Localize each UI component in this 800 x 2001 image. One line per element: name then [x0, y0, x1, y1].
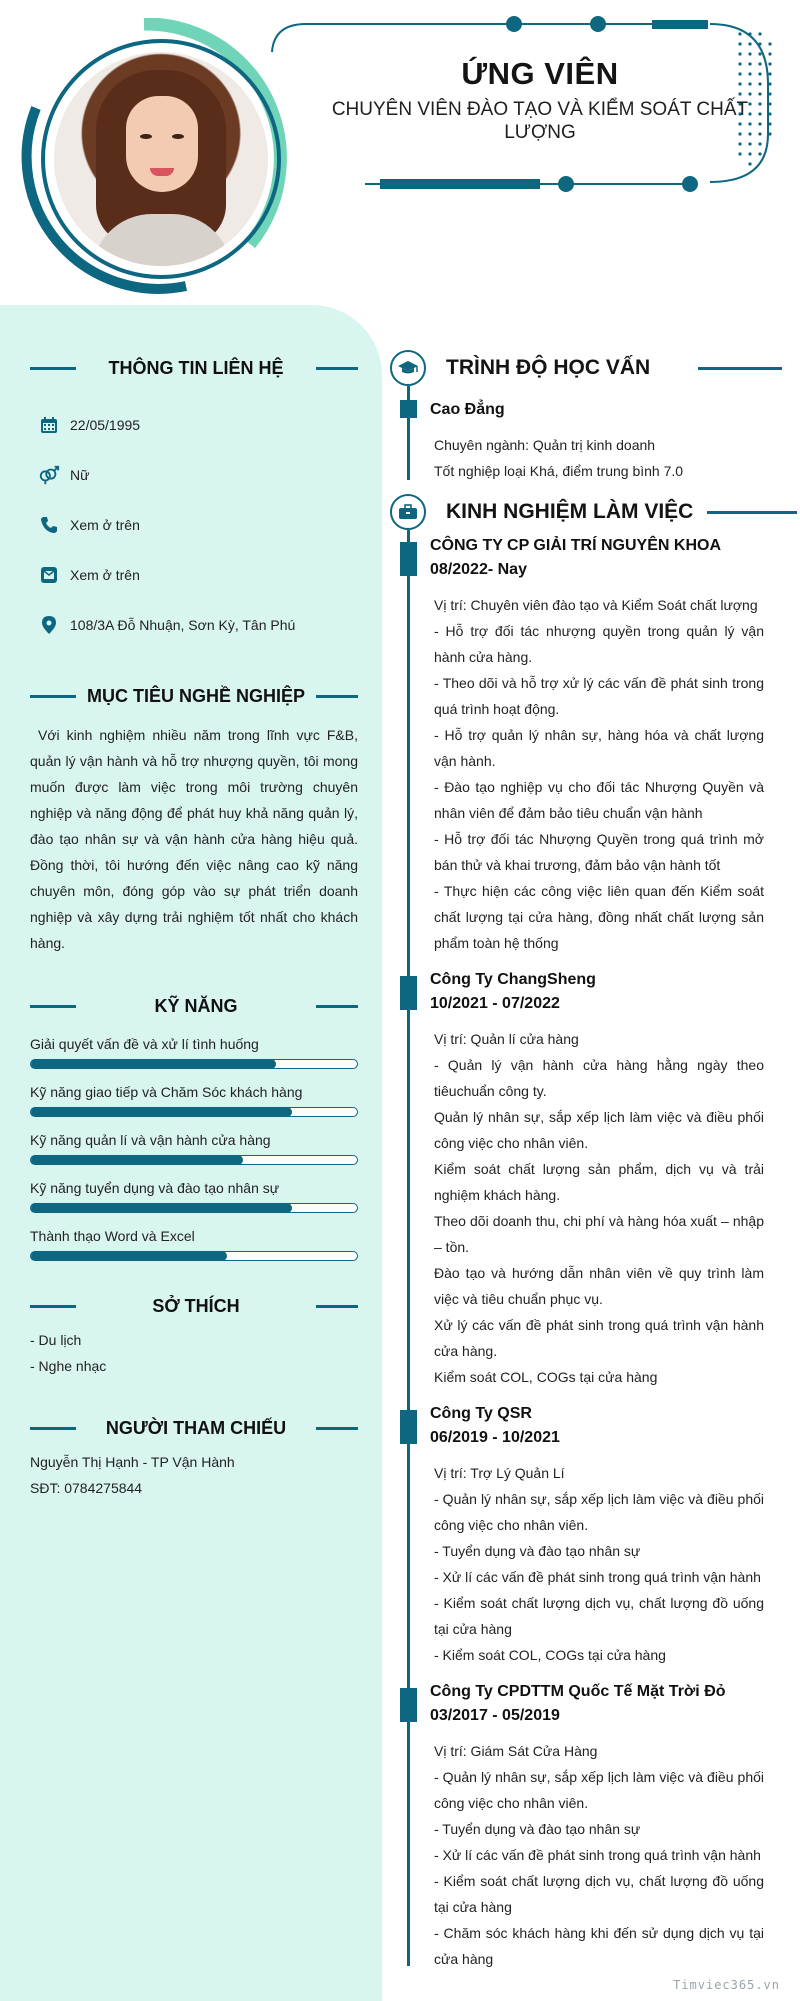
education-line: Tốt nghiệp loại Khá, điểm trung bình 7.0 [434, 463, 684, 479]
skill-bar [30, 1203, 358, 1213]
job-period: 08/2022- Nay [430, 561, 527, 578]
job-line: - Xử lí các vấn đề phát sinh trong quá trình vận hành [434, 1847, 761, 1863]
experience-title: KINH NGHIỆM LÀM VIỆC [446, 500, 694, 523]
job-details [434, 592, 764, 956]
job-line: - Tuyển dụng và đào tạo nhân sự [434, 1821, 641, 1837]
job-line: - Đào tạo nghiệp vụ cho đối tác Nhượng Quyền và nhân viên để đảm bảo tiêu chuẩn vận hành [434, 779, 764, 821]
objective-section-heading [30, 686, 358, 707]
experience-timeline-line [407, 530, 410, 1966]
job-marker [400, 1410, 417, 1444]
skill-bar-fill [31, 1107, 292, 1117]
gender-value: Nữ [70, 467, 90, 483]
reference-title: NGƯỜI THAM CHIẾU [105, 1418, 287, 1438]
skill-bar-fill [31, 1203, 292, 1213]
job-line: Quản lý nhân sự, sắp xếp lịch làm việc và điều phối công việc cho nhân viên. [434, 1109, 764, 1151]
job-line: Đào tạo và hướng dẫn nhân viên về quy trình làm việc và tiêu chuẩn phục vụ. [434, 1265, 764, 1307]
job-line: - Quản lý vận hành cửa hàng hằng ngày theo tiêuchuẩn công ty. [434, 1057, 764, 1099]
reference-name: Nguyễn Thị Hạnh - TP Vận Hành [30, 1454, 235, 1470]
hobby-item: - Du lịch [30, 1332, 82, 1348]
job-company: Công Ty ChangSheng [430, 971, 596, 988]
reference-phone: SĐT: 0784275844 [30, 1480, 143, 1496]
skill-label: Kỹ năng quản lí và vận hành cửa hàng [30, 1132, 271, 1148]
candidate-role: CHUYÊN VIÊN ĐÀO TẠO VÀ KIỂM SOÁT CHẤT LƯỢNG [331, 99, 749, 143]
graduation-cap-icon [390, 350, 426, 386]
job-marker [400, 542, 417, 576]
job-heading [430, 534, 770, 582]
birthday-value: 22/05/1995 [70, 417, 141, 433]
education-details [434, 432, 764, 484]
job-details [434, 1738, 764, 1972]
job-line: - Xử lí các vấn đề phát sinh trong quá trình vận hành [434, 1569, 761, 1585]
job-line: - Quản lý nhân sự, sắp xếp lịch làm việc và điều phối công việc cho nhân viên. [434, 1491, 764, 1533]
skill-bar [30, 1155, 358, 1165]
job-heading [430, 1680, 770, 1728]
skill-bar-fill [31, 1251, 227, 1261]
job-line: - Tuyển dụng và đào tạo nhân sự [434, 1543, 641, 1559]
contact-phone-row [38, 514, 140, 536]
contact-title: THÔNG TIN LIÊN HỆ [108, 358, 284, 378]
header-title-block [330, 56, 750, 144]
job-period: 06/2019 - 10/2021 [430, 1429, 560, 1446]
job-details [434, 1460, 764, 1668]
skill-bar-fill [31, 1155, 243, 1165]
job-details [434, 1026, 764, 1390]
hobby-item: - Nghe nhạc [30, 1358, 107, 1374]
site-watermark: Timviec365.vn [673, 1978, 780, 1992]
job-period: 10/2021 - 07/2022 [430, 995, 560, 1012]
job-line: - Kiểm soát COL, COGs tại cửa hàng [434, 1647, 666, 1663]
job-line: Xử lý các vấn đề phát sinh trong quá trình vận hành cửa hàng. [434, 1317, 764, 1359]
skill-bar-fill [31, 1059, 276, 1069]
skills-title: KỸ NĂNG [154, 996, 238, 1016]
email-value: Xem ở trên [70, 567, 140, 583]
hobbies-title: SỞ THÍCH [152, 1296, 240, 1316]
job-heading [430, 1402, 770, 1450]
job-line: Vị trí: Giám Sát Cửa Hàng [434, 1743, 598, 1759]
job-line: Vị trí: Quản lí cửa hàng [434, 1031, 579, 1047]
candidate-name: ỨNG VIÊN [461, 56, 619, 91]
job-line: - Theo dõi và hỗ trợ xử lý các vấn đề phát sinh trong quá trình hoạt động. [434, 675, 764, 717]
address-value: 108/3A Đỗ Nhuận, Sơn Kỳ, Tân Phú [70, 617, 296, 633]
education-title: TRÌNH ĐỘ HỌC VẤN [446, 356, 651, 379]
job-company: Công Ty QSR [430, 1405, 532, 1422]
skill-item [30, 1228, 358, 1261]
job-marker [400, 1688, 417, 1722]
education-line: Chuyên ngành: Quản trị kinh doanh [434, 437, 656, 453]
calendar-icon [38, 414, 60, 436]
job-line: Vị trí: Chuyên viên đào tạo và Kiểm Soát chất lượng [434, 597, 758, 613]
skill-bar [30, 1059, 358, 1069]
job-line: Theo dõi doanh thu, chi phí và hàng hóa xuất – nhập – tồn. [434, 1213, 764, 1255]
job-line: Kiểm soát COL, COGs tại cửa hàng [434, 1369, 658, 1385]
job-line: - Chăm sóc khách hàng khi đến sử dụng dịch vụ tại cửa hàng [434, 1925, 764, 1967]
job-heading [430, 968, 770, 1016]
education-section-heading [390, 350, 782, 386]
job-line: - Hỗ trợ quản lý nhân sự, hàng hóa và chất lượng vận hành. [434, 727, 764, 769]
profile-photo [54, 52, 268, 266]
skill-item [30, 1180, 358, 1213]
job-line: Kiểm soát chất lượng sản phẩm, dịch vụ và trải nghiệm khách hàng. [434, 1161, 764, 1203]
phone-icon [38, 514, 60, 536]
skill-label: Kỹ năng tuyển dụng và đào tạo nhân sự [30, 1180, 280, 1196]
experience-section-heading [390, 494, 797, 530]
skill-bar [30, 1251, 358, 1261]
job-marker [400, 976, 417, 1010]
job-line: - Hỗ trợ đối tác nhượng quyền trong quản lý vận hành cửa hàng. [434, 623, 764, 665]
skill-label: Kỹ năng giao tiếp và Chăm Sóc khách hàng [30, 1084, 303, 1100]
skill-label: Giải quyết vấn đề và xử lí tình huống [30, 1036, 259, 1052]
skills-section-heading [30, 996, 358, 1017]
profile-photo-frame [18, 18, 298, 298]
job-line: - Quản lý nhân sự, sắp xếp lịch làm việc và điều phối công việc cho nhân viên. [434, 1769, 764, 1811]
contact-address-row [38, 614, 295, 636]
skill-item [30, 1132, 358, 1165]
briefcase-icon [390, 494, 426, 530]
email-icon [38, 564, 60, 586]
reference-section-heading [30, 1418, 358, 1439]
education-school: Cao Đẳng [430, 401, 505, 418]
skill-bar [30, 1107, 358, 1117]
hobbies-section-heading [30, 1296, 358, 1317]
job-line: - Thực hiện các công việc liên quan đến Kiểm soát chất lượng tại cửa hàng, đồng nhất chất lượng sản phẩm toàn hệ thống [434, 883, 764, 951]
job-line: - Hỗ trợ đối tác Nhượng Quyền trong quá trình mở bán thử và khai trương, đảm bảo vận hành tốt [434, 831, 764, 873]
job-period: 03/2017 - 05/2019 [430, 1707, 560, 1724]
skill-label: Thành thạo Word và Excel [30, 1228, 195, 1244]
contact-email-row [38, 564, 140, 586]
objective-text: Với kinh nghiệm nhiều năm trong lĩnh vực F&B, quản lý vận hành và hỗ trợ nhượng quyền, tôi mong muốn được làm việc trong môi trường chuyên nghiệp và năng động để phát huy khả năng quản lý, đào tạo nhân sự và vận hành cửa hàng hiệu quả. Đồng thời, tôi hướng đến việc nâng cao kỹ năng chuyên môn, đóng góp vào sự phát triển doanh nghiệp và xây dựng trải nghiệm tốt nhất cho khách hàng. [30, 727, 358, 951]
phone-value: Xem ở trên [70, 517, 140, 533]
job-line: - Kiểm soát chất lượng dịch vụ, chất lượng đồ uống tại cửa hàng [434, 1595, 764, 1637]
skill-item [30, 1084, 358, 1117]
skill-item [30, 1036, 358, 1069]
contact-gender-row [38, 464, 89, 486]
gender-icon [38, 464, 60, 486]
job-line: - Kiểm soát chất lượng dịch vụ, chất lượng đồ uống tại cửa hàng [434, 1873, 764, 1915]
education-marker [400, 400, 417, 418]
job-company: Công Ty CPDTTM Quốc Tế Mặt Trời Đỏ [430, 1683, 726, 1700]
contact-section-heading [30, 358, 358, 379]
location-pin-icon [38, 614, 60, 636]
job-line: Vị trí: Trợ Lý Quản Lí [434, 1465, 565, 1481]
objective-title: MỤC TIÊU NGHỀ NGHIỆP [86, 686, 305, 706]
contact-birthday-row [38, 414, 140, 436]
job-company: CÔNG TY CP GIẢI TRÍ NGUYÊN KHOA [430, 537, 721, 554]
